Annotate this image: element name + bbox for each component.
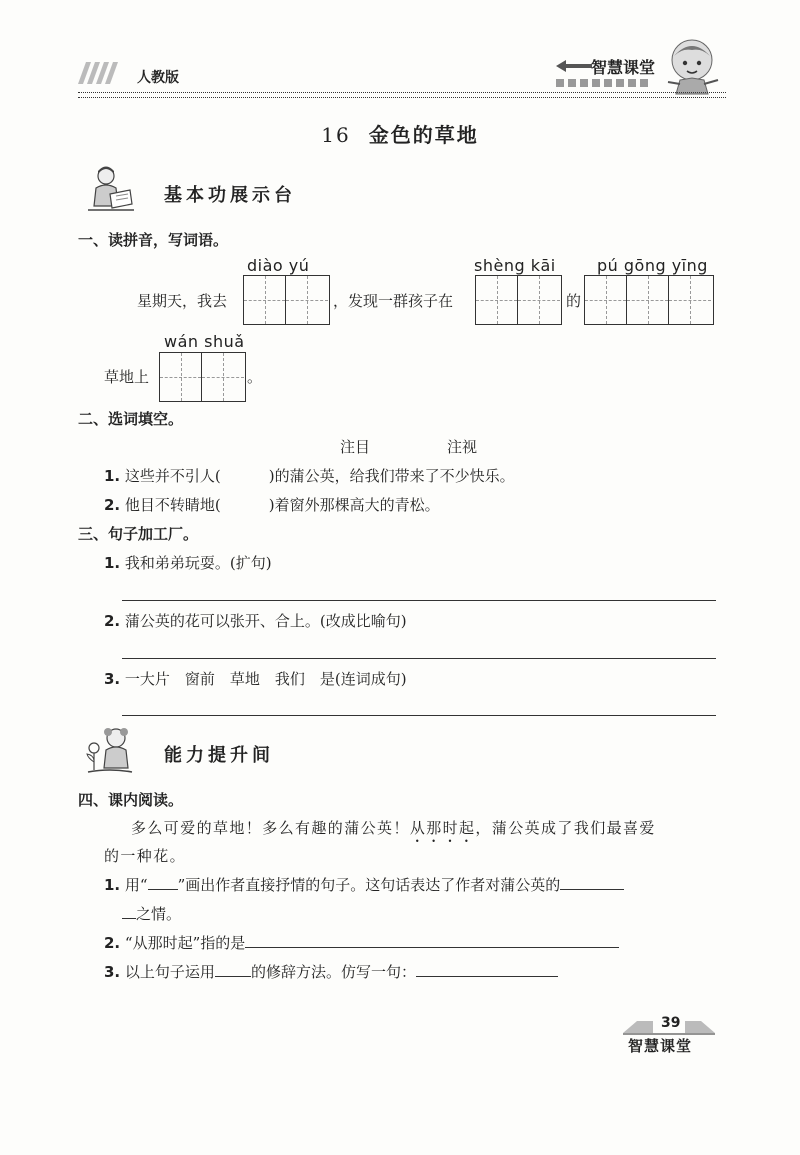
mascot-girl-icon [662,38,722,96]
q3-item-3-text: 一大片 窗前 草地 我们 是(连词成句) [124,670,407,688]
lesson-number: 16 [321,123,351,147]
q1-line1-prefix: 星期天，我去 [137,292,228,310]
answer-box-shengkai[interactable] [475,275,562,325]
q4-item-1-cont [122,903,181,924]
q1-line1-mid: ，发现一群孩子在 [333,292,454,310]
q2-option-zhumu: 注目 [340,438,371,456]
header-divider [78,92,726,98]
pinyin-pugongying: pú gōng yīng [597,256,708,275]
q3-item-3-answer-line[interactable] [122,715,716,716]
answer-box-wanshua[interactable] [159,352,246,402]
q4-item-3 [104,961,558,982]
passage-line-1 [131,817,656,846]
q1-line1-de: 的 [566,292,582,310]
page-number: 39 [661,1015,681,1031]
item-number: 1. [104,554,121,572]
q3-item-1-text: 我和弟弟玩耍。(扩句) [124,554,272,572]
q2-item-1-before: 这些并不引人( [124,467,221,485]
header-arrow-icon [556,60,592,72]
girl-with-flower-icon [84,724,136,776]
q3-item-2 [104,610,407,631]
q4-item-3-b: 的修辞方法。仿写一句： [250,963,416,981]
q4-item-2-blank[interactable] [245,947,619,948]
q4-item-1-a: 用“ [124,876,148,894]
lesson-name: 金色的草地 [368,123,479,147]
pinyin-diaoyu: diào yú [247,256,310,275]
q3-heading: 三、句子加工厂。 [78,525,199,543]
q4-heading: 四、课内阅读。 [78,791,184,809]
q2-item-2 [104,494,440,515]
q1-line2-suffix: 。 [247,368,263,386]
item-number: 3. [104,670,121,688]
q4-item-1-c: 之情。 [136,905,182,923]
q2-option-zhushi: 注视 [447,438,478,456]
q1-heading: 一、读拼音，写词语。 [78,231,229,249]
pinyin-shengkai: shèng kāi [474,256,556,275]
passage-line-2: 的一种花。 [104,847,187,865]
boy-writing-icon [84,164,136,216]
section-basic-title: 基本功展示台 [164,185,296,206]
q2-item-2-before: 他目不转睛地( [124,496,221,514]
pinyin-wanshua: wán shuǎ [164,332,245,351]
q2-item-2-after: )着窗外那棵高大的青松。 [268,496,440,514]
q2-item-1-after: )的蒲公英，给我们带来了不少快乐。 [268,467,515,485]
section-ability-title: 能力提升间 [164,745,274,766]
item-number: 2. [104,496,121,514]
item-number: 2. [104,934,121,952]
item-number: 2. [104,612,121,630]
q4-item-1 [104,874,624,895]
answer-box-pugongying[interactable] [584,275,714,325]
lesson-title [0,119,800,148]
q4-item-2 [104,932,619,953]
passage-line-1-a: 多么可爱的草地！多么有趣的蒲公英！ [131,819,410,837]
edition-label: 人教版 [137,70,179,86]
footer-brand: 智慧课堂 [628,1037,693,1055]
item-number: 1. [104,467,121,485]
item-number: 1. [104,876,121,894]
q4-item-3-a: 以上句子运用 [124,963,215,981]
passage-line-1-b: ，蒲公英成了我们最喜爱 [475,819,656,837]
q3-item-1 [104,552,272,573]
q2-item-1 [104,465,515,486]
q4-item-3-blank-rhetoric[interactable] [215,976,251,977]
q4-item-1-blank[interactable] [560,889,624,890]
header-squares-decoration [556,78,654,88]
q3-item-2-answer-line[interactable] [122,658,716,659]
q4-item-1-blank-cont[interactable] [122,918,136,919]
q1-line2-prefix: 草地上 [104,368,150,386]
q2-heading: 二、选词填空。 [78,410,184,428]
q3-item-1-answer-line[interactable] [122,600,716,601]
item-number: 3. [104,963,121,981]
q4-item-1-b: ”画出作者直接抒情的句子。这句话表达了作者对蒲公英的 [177,876,561,894]
q3-item-3 [104,668,407,689]
header-brand: 智慧课堂 [591,58,656,77]
q3-item-2-text: 蒲公英的花可以张开、合上。(改成比喻句) [124,612,407,630]
q4-item-2-a: “从那时起”指的是 [124,934,246,952]
q4-item-1-underline-sample [148,889,178,890]
q4-item-3-blank-imitation[interactable] [416,976,558,977]
passage-emphasis: 从那时起 [409,819,476,837]
header-stripes-decoration [78,62,122,84]
answer-box-diaoyu[interactable] [243,275,330,325]
